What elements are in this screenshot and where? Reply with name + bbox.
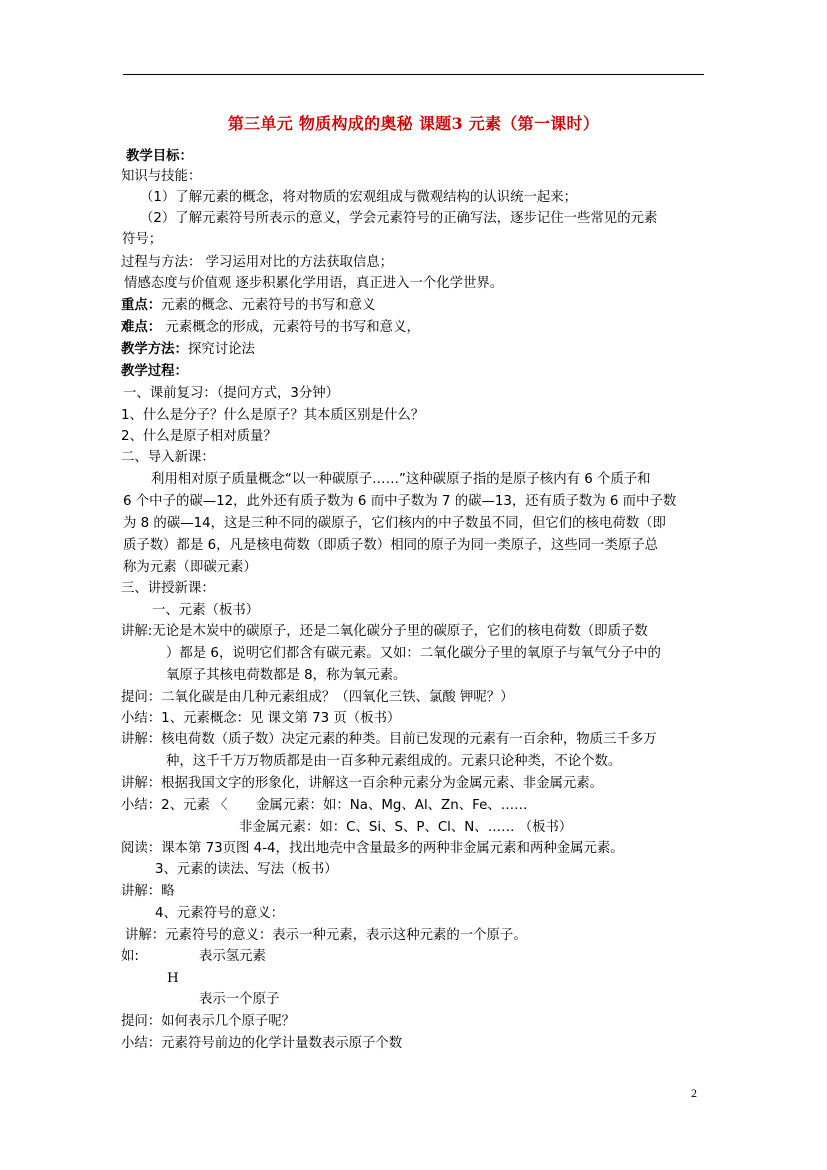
method-label: 教学方法：: [121, 342, 188, 357]
text-line: 讲解：元素符号的意义：表示一种元素，表示这种元素的一个原子。: [125, 928, 527, 943]
text-line: 3、元素的读法、写法（板书）: [155, 862, 338, 877]
text-line: （2）了解元素符号所表示的意义，学会元素符号的正确写法，逐步记住一些常见的元素: [140, 211, 658, 226]
key-points-line: [121, 297, 375, 315]
difficulties-text: 元素概念的形成，元素符号的书写和意义，: [161, 320, 420, 335]
text-line: 称为元素（即碳元素）: [123, 560, 257, 575]
meaning-element-text: 表示氢元素: [199, 949, 266, 964]
text-line: 种，这千千万万物质都是由一百多种元素组成的。元素只论种类，不论个数。: [166, 754, 622, 769]
text-line: 小结：元素符号前边的化学计量数表示原子个数: [121, 1036, 403, 1051]
heading-teaching-process: 教学过程：: [121, 364, 188, 379]
text-line: 二、导入新课：: [121, 450, 215, 465]
text-line: 情感态度与价值观 逐步积累化学用语，真正进入一个化学世界。: [124, 276, 504, 291]
page-title: 第三单元 物质构成的奥秘 课题3 元素（第一课时）: [227, 114, 600, 133]
key-points-label: 重点：: [121, 298, 162, 313]
text-line: 讲解：根据我国文字的形象化，讲解这一百余种元素分为金属元素、非金属元素。: [121, 776, 604, 791]
text-line: 符号；: [122, 232, 163, 247]
text-line: 1、什么是分子？什么是原子？其本质区别是什么？: [121, 408, 425, 423]
difficulties-label: 难点：: [121, 320, 162, 335]
summary-label: 小结：2、元素 〈: [121, 798, 228, 813]
text-line: ）都是 6，说明它们都含有碳元素。又如：二氧化碳分子里的氧原子与氧气分子中的: [166, 646, 661, 661]
text-line: 讲解：略: [121, 884, 175, 899]
method-text: 探究讨论法: [187, 342, 255, 357]
method-line: [121, 341, 255, 359]
metal-elements-text: 金属元素：如：Na、Mg、Al、Zn、Fe、……: [256, 798, 528, 813]
heading-teaching-goals: 教学目标：: [126, 149, 193, 164]
meaning-atom-text: 表示一个原子: [199, 992, 280, 1007]
text-line: 讲解:无论是木炭中的碳原子，还是二氧化碳分子里的碳原子，它们的核电荷数（即质子数: [121, 624, 648, 639]
text-line: （1）了解元素的概念，将对物质的宏观组成与微观结构的认识统一起来；: [140, 190, 578, 205]
text-line: 提问：如何表示几个原子呢？: [121, 1014, 296, 1029]
text-line: 2、什么是原子相对质量？: [121, 429, 277, 444]
text-line: 一、课前复习：（提问方式，3分钟）: [123, 386, 340, 401]
example-label: 如:: [121, 949, 139, 964]
header-rule: [123, 74, 704, 75]
hydrogen-symbol: H: [167, 971, 179, 986]
text-line: 质子数）都是 6，凡是核电荷数（即质子数）相同的原子为同一类原子，这些同一类原子总: [123, 538, 659, 553]
nonmetal-elements-text: 非金属元素：如：C、Si、S、P、Cl、N、…… （板书）: [239, 820, 573, 835]
text-line: 三、讲授新课：: [121, 581, 215, 596]
text-line: 小结：1、元素概念：见 课文第 73 页（板书）: [121, 711, 401, 726]
key-points-text: 元素的概念、元素符号的书写和意义: [161, 298, 376, 313]
text-line: 阅读：课本第 73页图 4-4，找出地壳中含量最多的两种非金属元素和两种金属元素。: [121, 841, 624, 856]
element-classes-line: [121, 797, 228, 815]
text-line: 6 个中子的碳—12，此外还有质子数为 6 而中子数为 7 的碳—13，还有质子数为 6 而中子数: [123, 494, 677, 509]
text-line: 为 8 的碳—14，这是三种不同的碳原子，它们核内的中子数虽不同，但它们的核电荷数（即: [123, 516, 666, 531]
text-line: 过程与方法： 学习运用对比的方法获取信息；: [121, 255, 394, 270]
page-number: 2: [691, 1086, 697, 1100]
text-line: 氧原子其核电荷数都是 8，称为氧元素。: [166, 668, 407, 683]
text-line: 利用相对原子质量概念“以一种碳原子……”这种碳原子指的是原子核内有 6 个质子和: [151, 472, 651, 487]
text-line: 一、元素（板书）: [152, 603, 260, 618]
text-line: 提问：二氧化碳是由几种元素组成？（四氧化三铁、氯酸 钾呢？）: [121, 690, 514, 705]
text-line: 讲解：核电荷数（质子数）决定元素的种类。目前已发现的元素有一百余种，物质三千多万: [121, 732, 657, 747]
text-line: 知识与技能：: [121, 169, 202, 184]
difficulties-line: [121, 319, 420, 337]
text-line: 4、元素符号的意义：: [155, 906, 285, 921]
